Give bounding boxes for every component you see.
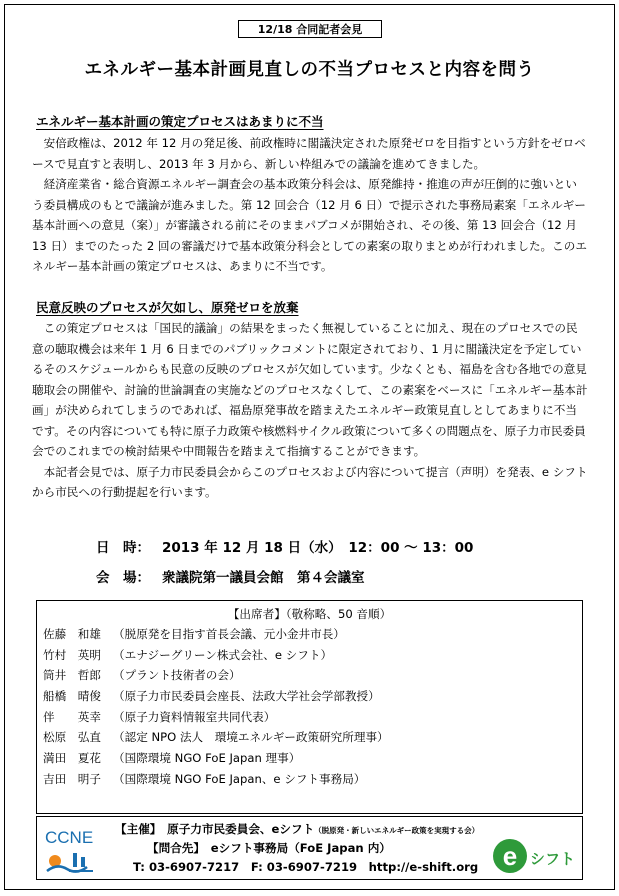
tel-fax-url-line: T: 03-6907-7217 F: 03-6907-7219 http://e-shift.org xyxy=(133,860,479,874)
page-title: エネルギー基本計画見直しの不当プロセスと内容を問う xyxy=(84,60,535,80)
eshift-logo-e: e xyxy=(502,841,518,871)
attendee-row xyxy=(37,727,582,748)
venue-value: 衆議院第一議員会館 第４会議室 xyxy=(162,570,365,586)
eshift-logo xyxy=(492,837,574,875)
date-label: 日 時： xyxy=(96,540,150,556)
attendee-row xyxy=(37,665,582,686)
attendees-box xyxy=(36,600,583,814)
section2-paragraph: 本記者会見では、原子力市民委員会からこのプロセスおよび内容について提言（声明）を発表、e シフトから市民への行動提起を行います。 xyxy=(32,464,588,499)
attendee-name: 筒井 哲郎 xyxy=(43,668,101,683)
ccne-logo xyxy=(43,825,109,875)
attendee-name: 佐藤 和雄 xyxy=(43,627,101,641)
attendee-name: 竹村 英明 xyxy=(43,647,101,662)
attendee-name: 吉田 明子 xyxy=(43,771,101,786)
date-value: 2013 年 12 月 18 日（水） 12：00 ～ 13：00 xyxy=(162,540,474,556)
contact-line: 【問合先】 eシフト事務局（FoE Japan 内） xyxy=(147,841,391,855)
section1-heading: エネルギー基本計画の策定プロセスはあまりに不当 xyxy=(36,114,324,129)
eshift-logo-text: シフト xyxy=(530,850,574,868)
section2-paragraph: この策定プロセスは「国民的議論」の結果をまったく無視していることに加え、現在のプロセスでの民意の聴取機会は来年 1 月 6 日までのパブリックコメントに限定されており、1 月に閣議決定を予定しているそのスケジュールからも民意の反映のプロセスが欠如しています。少なくとも、福島を含む各地での意見聴取会の開催や、討論的世論調査の実施などのプロセスなくして、この素案をベースに「エネルギー基本計画」が決められてしまうのであれば、福島原発事故を踏まえたエネルギー政策見直しとしてあまりに不当です。その内容についても特に原子力政策や核燃料サイクル政策について多くの問題点を、原子力市民委員会でのこれまでの検討結果や中間報告を踏まえて指摘することができます。 xyxy=(32,321,588,458)
attendee-affiliation: （エナジーグリーン株式会社、e シフト） xyxy=(113,647,333,662)
attendee-affiliation: （脱原発を目指す首長会議、元小金井市長） xyxy=(113,627,345,641)
section2-body xyxy=(32,318,588,503)
event-tag: 12/18 合同記者会見 xyxy=(238,20,382,38)
attendee-affiliation: （原子力資料情報室共同代表） xyxy=(113,709,276,724)
attendee-affiliation: （国際環境 NGO FoE Japan 理事） xyxy=(113,751,301,766)
section1-body xyxy=(32,133,588,277)
attendee-row xyxy=(37,769,582,790)
attendee-row xyxy=(37,748,582,769)
attendee-affiliation: （認定 NPO 法人 環境エネルギー政策研究所理事） xyxy=(113,730,389,745)
section2-heading: 民意反映のプロセスが欠如し、原発ゼロを放棄 xyxy=(36,300,299,315)
organizer-note: （脱原発・新しいエネルギー政策を実現する会） xyxy=(314,826,480,835)
venue-label: 会 場： xyxy=(96,570,150,586)
section1-paragraph: 経済産業省・総合資源エネルギー調査会の基本政策分科会は、原発維持・推進の声が圧倒的に強いという委員構成のもとで議論が進みました。第 12 回会合（12 月 6 日）で提示された事務局素案「エネルギー基本計画への意見（案）」が審議される前にそのままパブコメが開始され、その後、第 13 回会合（12 月 13 日）までのたった 2 回の審議だけで基本政策分科会としての素案の取りまとめが行われました。このエネルギー基本計画の策定プロセスは、あまりに不当です。 xyxy=(32,177,587,273)
organizer-line xyxy=(115,821,479,837)
attendee-affiliation: （プラント技術者の会） xyxy=(113,668,241,683)
attendee-row xyxy=(37,624,582,645)
organizer-text: 【主催】 原子力市民委員会、eシフト xyxy=(115,822,315,836)
attendee-row xyxy=(37,645,582,666)
attendee-row xyxy=(37,707,582,728)
attendee-row xyxy=(37,686,582,707)
attendee-name: 松原 弘直 xyxy=(43,730,101,745)
attendee-name: 満田 夏花 xyxy=(43,751,101,766)
attendee-name: 伴 英幸 xyxy=(43,709,101,724)
ccne-logo-text: CCNE xyxy=(45,828,94,847)
footer-box xyxy=(36,816,583,880)
attendees-list xyxy=(37,624,582,790)
attendees-heading: 【出席者】（敬称略、50 音順） xyxy=(227,607,392,621)
attendee-name: 船橋 晴俊 xyxy=(43,689,101,704)
attendee-affiliation: （原子力市民委員会座長、法政大学社会学部教授） xyxy=(113,689,380,704)
attendee-affiliation: （国際環境 NGO FoE Japan、e シフト事務局） xyxy=(113,771,366,786)
section1-paragraph: 安倍政権は、2012 年 12 月の発足後、前政権時に閣議決定された原発ゼロを目指すという方針をゼロベースで見直すと表明し、2013 年 3 月から、新しい枠組みでの議論を進めてきました。 xyxy=(32,136,586,171)
